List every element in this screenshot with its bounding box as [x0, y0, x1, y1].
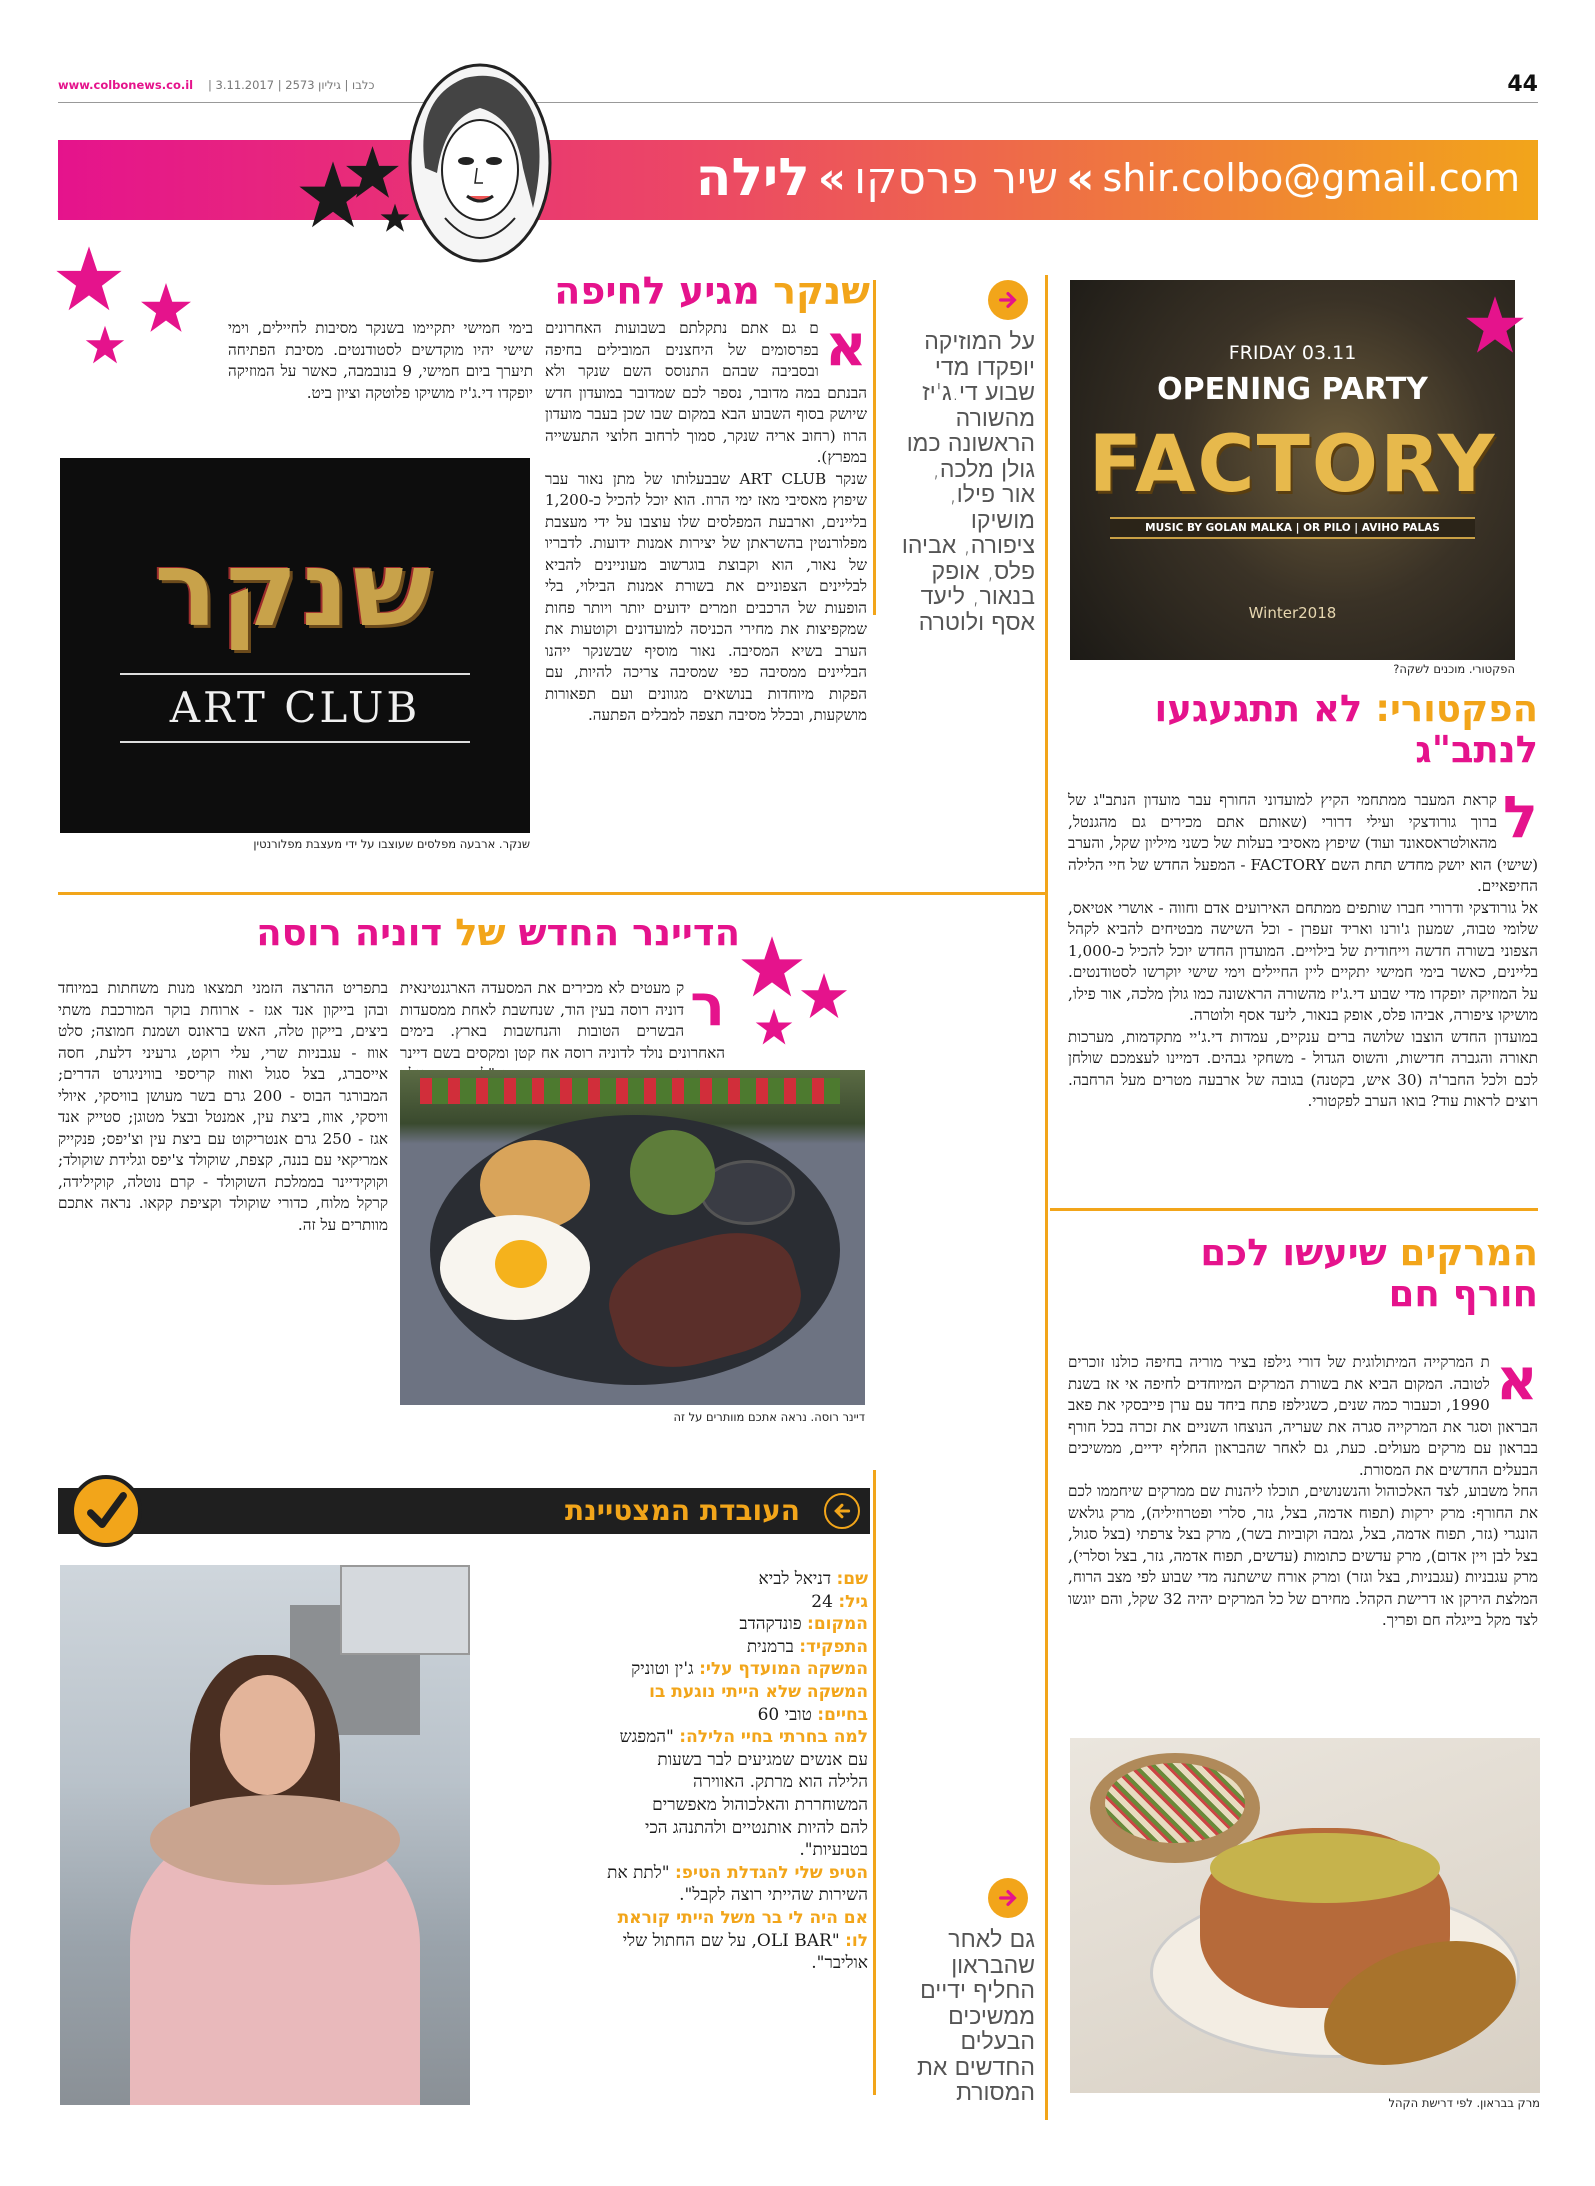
shenkar-logo-english: ART CLUB — [169, 683, 421, 732]
profile-value: הלילה הוא מרתק. האווירה — [692, 1772, 868, 1793]
star-icon — [740, 935, 804, 999]
profile-line — [478, 1726, 868, 1749]
profile-key: המשקה המועדף עלי: — [699, 1659, 868, 1680]
banner-author: שיר פרסקו — [854, 152, 1059, 204]
column-divider — [1045, 275, 1048, 2120]
checkmark-icon — [83, 1488, 129, 1534]
star-icon — [85, 325, 125, 365]
factory-poster — [1070, 280, 1515, 660]
factory-paragraph: קראת המעבר ממתחמי הקיץ למועדוני החורף עבר מועדון הנתב"ג של ברוך גורודצקי ועילי דרורי (שאותם אתם מכירים גם מהגנטל, מהאולטראסאונד ועוד) שיפוץ מאסיבי בעלות של כשני מיליון שקל, והערב (שישי) הוא יושק מחדש תחת השם FACTORY - המפעל החדש של חיי הלילה החיפאיים. — [1068, 791, 1538, 895]
factory-pull-quote: על המוזיקה יופקדו מדי שבוע די.ג'יז מהשורה הראשונה כמו גולן מלכה, אור פילו, מושיקו ציפורה, אביהו פלס, אופק בנאור, ליעד אסף ולוטרה — [901, 329, 1035, 636]
shenkar-paragraph: בימי חמישי יתקיימו בשנקר מסיבות לחיילים, וימי שישי יהיו מוקדשים לסטודנטים. מסיבת הפתיחה תיערך ביום חמישי, 9 בנובמבה, כאשר על המוזיקה יופקדו די.ג'יז מושיקו פלוטקה וציון ביט. — [228, 319, 533, 402]
shenkar-logo-image — [60, 458, 530, 833]
column-divider — [873, 1470, 876, 2095]
factory-caption: הפקטורי. מוכנים לשקה? — [1393, 662, 1515, 676]
shenkar-article-main — [545, 311, 867, 727]
profile-line — [478, 1658, 868, 1681]
employee-photo — [60, 1565, 470, 2105]
arrow-right-icon — [988, 1878, 1028, 1918]
shenkar-paragraph: ם גם אתם נתקלתם בשבועות האחרונים בפרסומים של היחצנים המובילים בחיפה ובסביבה שבהם התנוסס השם שנקר ולא הבנתם במה מדובר, נספר לכם שמדובר במועדון חדש שיושק בסוף השבוע הבא במקום שבו שכן בעבר מועדון הרוז (רחוב אריה שנקר, סמוך לרחוב חלוצי התעשייה במפרץ). — [545, 319, 867, 466]
factory-headline-a: הפקטורי: — [1375, 687, 1538, 730]
site-url[interactable]: www.colbonews.co.il — [58, 78, 194, 92]
profile-key: בחיים: — [817, 1704, 868, 1725]
soups-paragraph: החל משבוע, לצד האלכוהול והנשנושים, תוכלו ליהנות שם ממרקים שיחממו לכם את החורף: מרק ירקות (תפוח אדמה, בצל, גזר, סלרי ופטרוזיליה), מרק גולאש הונגרי (גזר, תפוח אדמה, בצל, גמבה וקוביות בשר), מרק בצל צרפתי (בצל סגול, בצל לבן ויין אדום), מרק עדשים כתומות (עדשים, תפוח אדמה, גזר, בצל וסלרי), מרק עגבניות (עגבניות, בצל וגזר) ומרק אורח שישתנה מדי שבוע לפי מצב הרוח, המלצת הירקן או דרישת הקהל. מחירם של כל המרקים יהיה 32 שקל, והם יוגשו לצד מקל בייגלה חם ופריך. — [1068, 1482, 1538, 1629]
profile-key: המשקה שלא הייתי נוגעת בו — [649, 1681, 868, 1702]
profile-line — [478, 1862, 868, 1885]
chevron-icon: » — [817, 152, 847, 204]
poster-music: MUSIC BY GOLAN MALKA | OR PILO | AVIHO PALAS — [1110, 517, 1475, 539]
profile-line — [478, 1636, 868, 1659]
shenkar-caption: שנקר. ארבעה מפלסים שעוצבו על ידי מעצבת מפלורנטין — [253, 837, 530, 851]
banner-email[interactable]: shir.colbo@gmail.com — [1102, 156, 1520, 200]
header-rule — [58, 102, 1538, 103]
profile-key: אם היה לי בר משל הייתי קוראת — [617, 1907, 868, 1928]
profile-line — [478, 1749, 868, 1772]
poster-event: OPENING PARTY — [1157, 372, 1428, 407]
soups-headline-c: חורף חם — [1388, 1272, 1538, 1316]
profile-value: ג'ין וטוניק — [631, 1659, 700, 1680]
profile-key: הטיפ שלי להגדלת הטיפ: — [674, 1862, 868, 1883]
poster-name: FACTORY — [1088, 420, 1497, 510]
arrow-left-icon — [824, 1493, 860, 1529]
profile-value: דניאל לביא — [758, 1569, 837, 1589]
profile-value: 24 — [811, 1591, 839, 1612]
banner-section: לילה — [695, 148, 810, 208]
shenkar-article-side — [228, 318, 533, 404]
shenkar-paragraph: שנקר ART CLUB שבבעלותו של מתן נאור עבר שיפוץ מאסיבי מאז ימי הרוז. הוא יוכל להכיל כ-1,200 בליינים, וארבעת המפלסים שלו עוצבו על ידי מעצבת מפלורנטין בהשראתן של יצירות אמנות ידועות. לדבריו של נאור, הוא וקבוצת בוגרשוב מעוניינים להביא לבליינים הצפוניים את בשורת אמנות הבילוי, בלי הופעות של הרכבים וזמרים ידועים יותר ויותר פחות שמקפיצות את מחירי הכניסה למועדונים וקוטעות את הערב בשיא המסיבה. נאור מוסיף שבשנקר ייהנו הבליינים ממסיבה כפי שמסיבה צריכה להיות, עם הפקות מיוחדות בנושאים מגוונים ועם תפאורות מושקעות, ובכלל מסיבה תצפה למבלים הפתעה. — [545, 469, 867, 724]
profile-line — [478, 1591, 868, 1614]
profile-key: למה בחרתי בחיי הלילה: — [679, 1727, 868, 1748]
profile-line — [478, 1884, 868, 1907]
profile-key: המקום: — [807, 1614, 868, 1635]
factory-paragraph: אל גורודצקי ודרורי חברו שותפים ממתחם האירועים אדם וחווה - אושרי אטיאס, שלומי טבוה, שמעון ג'ורנו ואריד זעפרן - וכל השישה מבטיחים להביא לקהל הצפוני בשורה חדשה וייחודית של בילויים. המועדון החדש יוכל להכיל כ-1,000 בליינים, כאשר בימי חמישי יתקיים ליין החיילים וימי שישי יוקרשו לסטודנטים. על המוזיקה יופקדו מדי שבוע די.ג'יז מהשורה הראשונה כמו גולן מלכה, אור פילו, מושיקו ציפורה, אביהו פלס, אופק בנאור, ליעד אסף ולוטרה. — [1068, 898, 1538, 1024]
factory-headline — [1068, 688, 1538, 771]
soups-headline-a: המרקים — [1399, 1231, 1538, 1274]
shenkar-headline — [450, 270, 870, 313]
soups-headline-b: שיעשו לכם — [1200, 1231, 1387, 1274]
column-divider — [873, 280, 876, 615]
profile-line — [478, 1613, 868, 1636]
diner-headline — [140, 912, 740, 953]
page-header — [58, 72, 1538, 108]
star-icon — [800, 972, 848, 1020]
star-icon — [140, 282, 192, 334]
shenkar-headline-b: מגיע לחיפה — [554, 269, 760, 313]
profile-key: שם: — [836, 1569, 868, 1589]
diner-caption: דיינר רוסה. נראה אתכם מוותרים על זה — [673, 1410, 865, 1424]
diner-dropcap: ר — [690, 971, 725, 1039]
star-icon — [755, 1008, 793, 1046]
section-banner — [58, 140, 1538, 220]
columnist-portrait — [405, 58, 555, 263]
profile-value: עם אנשים שמגיעים לבר בשעות — [657, 1749, 868, 1770]
diner-paragraph: ק מעטים לא מכירים את המסעדה הארגנטינאית דוניה רוסה בעין הוד, שנחשבת לאחת ממסעדות הבשרים הטובות והנחשבות בארץ. בימים האחרונים נולד לדוניה רוסה אח קטן ומקסים בשם דיינר — [400, 979, 725, 1062]
issue-meta: | כלבו | גיליון 2573 | 3.11.2017 — [208, 78, 375, 92]
soups-article — [1068, 1345, 1538, 1632]
profile-line — [478, 1681, 868, 1704]
section-divider — [58, 892, 1045, 895]
shenkar-logo-hebrew: שנקר — [154, 528, 436, 650]
profile-key: לו: — [845, 1930, 868, 1951]
factory-dropcap: ל — [1502, 783, 1538, 851]
profile-line — [478, 1952, 868, 1975]
profile-value: המשוחררת והאלכוהול מאפשרים — [652, 1794, 868, 1815]
profile-value: להם להיות אותנטיים ולהתנהג הכי — [644, 1817, 868, 1838]
profile-line — [478, 1930, 868, 1953]
section-divider — [1050, 1208, 1538, 1211]
profile-line — [478, 1794, 868, 1817]
profile-line — [478, 1907, 868, 1930]
star-icon — [1465, 295, 1525, 355]
profile-value: ברמנית — [746, 1636, 800, 1657]
checkmark-badge — [70, 1475, 142, 1547]
profile-value: בטבעיות". — [799, 1840, 868, 1861]
profile-value: טובי 60 — [757, 1704, 818, 1725]
soups-pull-quote: גם לאחר שהבראון החליף ידיים ממשיכים הבעלים החדשים את המסורת — [916, 1927, 1035, 2106]
employee-profile — [478, 1568, 868, 1975]
diner-article — [58, 978, 388, 1236]
employee-title: העובדת המצטיינת — [564, 1494, 800, 1527]
star-icon — [345, 145, 400, 200]
diner-photo — [400, 1070, 865, 1405]
employee-bar — [58, 1488, 870, 1534]
star-icon — [55, 245, 123, 313]
poster-season: Winter2018 — [1248, 604, 1337, 622]
soup-photo — [1070, 1738, 1540, 2093]
soups-headline — [1068, 1232, 1538, 1315]
profile-line — [478, 1771, 868, 1794]
profile-line — [478, 1704, 868, 1727]
profile-line — [478, 1817, 868, 1840]
profile-value: אוליבר". — [811, 1953, 868, 1974]
soups-dropcap: א — [1495, 1345, 1538, 1413]
factory-paragraph: במועדון החדש הוצבו שלושה ברים ענקיים, עמדות די.ג'יי מתקדמות, מערכות תאורה והגברה חדישות, והשוס הגדול - משחקי גבהים. דמיינו לעצמכם שולחן לכם ולכל החבר'ה (30 איש, בקטנה) בגובה של ארבעה מטרים מעל הרחבה. רוצים לראות עוד? בואו הערב לפקטורי. — [1068, 1027, 1538, 1110]
poster-date: FRIDAY 03.11 — [1228, 342, 1357, 364]
profile-value: "המפגש — [619, 1727, 680, 1748]
profile-value: "OLI BAR, על שם החתול שלי — [622, 1930, 846, 1951]
diner-headline-b: של — [455, 911, 506, 954]
factory-headline-b: לא תתגעגעו לנתב"ג — [1154, 687, 1538, 772]
profile-value: השירות שהייתי רוצה לקבל". — [679, 1885, 868, 1906]
soups-caption: מרק בבראון. לפי דרישת הקהל — [1388, 2096, 1540, 2110]
shenkar-dropcap: א — [824, 311, 867, 379]
factory-article — [1068, 783, 1538, 1113]
diner-headline-a: הדיינר החדש — [518, 911, 740, 954]
star-icon — [380, 203, 410, 233]
profile-line — [478, 1839, 868, 1862]
diner-headline-c: דוניה רוסה — [256, 911, 443, 954]
profile-value: "לתת את — [607, 1862, 675, 1883]
diner-paragraph: בתפריט ההרצה הזמני תמצאו מנות משחתות במיוחד ובהן בייקון אנד אגז - ארוחת בוקר המורכבת משתי ביצים, בייקון טלה, האש בראונס ושמנת חמוצה; סלט אווז - עגבניות שרי, עלי רוקט, גרעיני דלעת, חסה אייסברג, בצל סגול ואווז קריספי בוויניגרט הדרים; המבורגר הבוס - 200 גרם בשר מעושן בוויסקי, איולי וויסקי, אווז, ביצת עין, אמנטל ובצל מטוגן; סטייק אנד אגז - 250 גרם אנטריקוט עם ביצת עין וצ'יפס; פנקייק אמריקאי עם בננה, קצפת, שוקולד צ'יפס וגלידת שוקולד; וקוקידיינר בממלכת השוקולד - קרם נוטלה, קוקילידה, קרקל מלוח, כדורי שוקולד וקציפת קקאו. נראה אתכם מוותרים על זה. — [58, 979, 388, 1234]
page-number: 44 — [1507, 72, 1538, 97]
profile-value: פונדקהדב — [739, 1614, 808, 1635]
chevron-icon: » — [1066, 152, 1095, 204]
profile-line — [478, 1568, 868, 1591]
soups-paragraph: ת המרקייה המיתולוגית של דורי גילפז בציר מוריה בחיפה כולנו זוכרים לטובה. המקום הביא את בשורת המרקים המיוחדים לחיפה אי אז בשנת 1990, וכעבור כמה שנים, כשגילפז פתח ביחד עם ערן פייבסקי את פאב הבראון וסגר את המרקייה סגרה את שעריה, הנוצחו השניים את זכרה בכל חורף בבראון עם מרקים מעולים. כעת, גם לאחר שהבראון החליף ידיים, ממשיכים הבעלים החדשים את המסורת. — [1068, 1353, 1538, 1479]
arrow-right-icon — [988, 280, 1028, 320]
profile-key: גיל: — [838, 1591, 868, 1612]
profile-key: התפקיד: — [799, 1636, 868, 1657]
shenkar-headline-a: שנקר — [773, 269, 870, 313]
